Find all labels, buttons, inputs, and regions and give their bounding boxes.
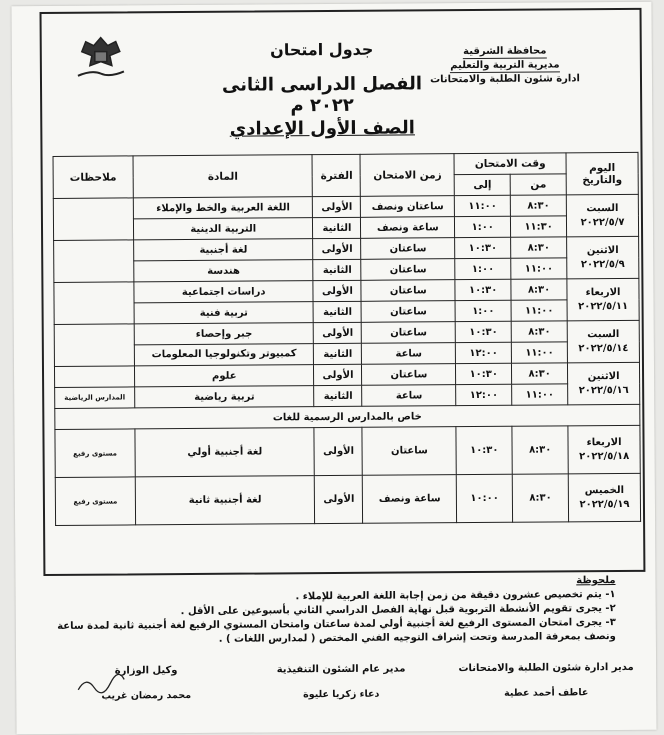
time-from: ٨:٣٠ [510, 195, 566, 216]
time-from: ٨:٣٠ [512, 474, 568, 522]
header-duration: زمن الامتحان [360, 154, 454, 197]
notes-cell [54, 324, 134, 367]
duration: ساعتان [361, 238, 455, 260]
period: الثانية [313, 217, 361, 238]
note-text: مستوى رفيع [55, 429, 135, 478]
period: الأولى [313, 238, 361, 259]
duration: ساعتان [362, 427, 456, 476]
subject: اللغة العربية والخط والإملاء [133, 197, 313, 219]
day-cell [567, 278, 639, 321]
exam-table [53, 152, 642, 526]
day-name: الخميس [584, 484, 625, 496]
signature-name: محمد رمضان غريب [101, 690, 192, 702]
time-from: ١١:٠٠ [511, 300, 567, 321]
notes-cell [54, 366, 134, 388]
subject: التربية الدينية [133, 218, 313, 240]
period: الأولى [314, 322, 362, 343]
header-from: من [510, 174, 566, 195]
duration: ساعتان [362, 322, 456, 344]
grade-title: الصف الأول الإعدادي [229, 117, 415, 140]
signature-title: مدير ادارة شئون الطلبة والامتحانات [458, 661, 634, 675]
exam-schedule-document [11, 2, 656, 734]
notes-cell [53, 198, 133, 241]
day-name: الاثنين [587, 370, 620, 382]
duration: ساعتان [361, 280, 455, 302]
signature-block [66, 665, 226, 702]
note-item: ٢- يجرى تقويم الأنشطة التربوية قبل نهاية الفصل الدراسي الثاني بأسبوعين على الأقل . [180, 603, 616, 618]
notes-heading: ملحوظة [576, 575, 616, 587]
time-from: ١١:٠٠ [511, 258, 567, 279]
day-name: الاربعاء [586, 436, 622, 448]
day-name: السبت [587, 328, 620, 340]
duration: ساعتان ونصف [361, 196, 455, 218]
time-from: ٨:٣٠ [511, 279, 567, 300]
department: ادارة شئون الطلبة والامتحانات [430, 73, 580, 86]
time-from: ١١:٠٠ [511, 342, 567, 363]
time-to: ١:٠٠ [455, 216, 511, 237]
time-from: ٨:٣٠ [511, 321, 567, 342]
period: الأولى [313, 196, 361, 217]
day-date: ٢٠٢٢/٥/١٤ [578, 342, 629, 354]
day-date: ٢٠٢٢/٥/٧ [580, 216, 625, 228]
subject: علوم [134, 365, 314, 387]
period: الأولى [314, 364, 362, 385]
day-date: ٢٠٢٢/٥/٩ [580, 258, 625, 270]
time-to: ١٠:٣٠ [456, 426, 512, 474]
header-day: اليوم والتاريخ [566, 152, 638, 195]
time-to: ١٠:٣٠ [455, 237, 511, 258]
time-to: ١٠:٣٠ [455, 279, 511, 300]
time-to: ١١:٠٠ [455, 195, 511, 216]
day-name: السبت [586, 202, 619, 214]
signatures [46, 662, 646, 726]
time-to: ١:٠٠ [455, 258, 511, 279]
period: الأولى [313, 280, 361, 301]
duration: ساعتان [362, 364, 456, 386]
period: الثانية [314, 301, 362, 322]
organization-header [430, 44, 580, 86]
day-name: الاثنين [586, 244, 619, 256]
handwritten-signature-icon [76, 673, 126, 695]
period: الأولى [314, 427, 362, 475]
signature-title: وكيل الوزارة [114, 665, 178, 677]
signature-name: عاطف أحمد عطية [504, 687, 589, 699]
notes-cell [54, 282, 134, 325]
subject: كمبيوتر وتكنولوجيا المعلومات [134, 344, 314, 366]
time-from: ٨:٣٠ [512, 426, 568, 474]
subject: تربية فنية [134, 302, 314, 324]
header-notes: ملاحظات [53, 156, 133, 199]
day-cell [567, 236, 639, 279]
header-subject: المادة [133, 155, 313, 198]
eagle-emblem-icon [72, 31, 130, 83]
time-to: ١:٠٠ [455, 300, 511, 321]
time-to: ١٠:٠٠ [457, 474, 513, 522]
time-from: ٨:٣٠ [511, 237, 567, 258]
time-to: ١٠:٣٠ [455, 321, 511, 342]
duration: ساعة ونصف [363, 475, 457, 524]
subject: لغة أجنبية ثانية [135, 476, 315, 525]
time-to: ١٠:٣٠ [456, 363, 512, 384]
subject: لغة أجنبية [134, 239, 314, 261]
day-date: ٢٠٢٢/٥/١٨ [579, 450, 630, 462]
day-cell [567, 320, 639, 363]
day-cell [568, 473, 640, 522]
period: الأولى [315, 475, 363, 523]
notes-cell [54, 240, 134, 283]
note-text: مستوى رفيع [55, 477, 135, 526]
day-date: ٢٠٢٢/٥/١١ [578, 300, 629, 312]
duration: ساعة [362, 343, 456, 365]
period: الثانية [313, 259, 361, 280]
time-from: ١١:٣٠ [511, 216, 567, 237]
subject: دراسات اجتماعية [134, 281, 314, 303]
header-to: إلى [454, 174, 510, 195]
note-item: ٣- يجرى امتحان المستوى الرفيع لغة أجنبية أولي لمدة ساعتان وامتحان المستوي الرفيع لغة أجنبية ثانية لمدة ساعة ونصف بمعرفة المدرسة وتحت إشراف التوجيه الفني المختص ( لمدارس اللغات ) . [57, 617, 616, 645]
governorate: محافظة الشرقية [463, 45, 547, 58]
note-text: المدارس الرياضية [55, 387, 135, 409]
day-date: ٢٠٢٢/٥/١٦ [578, 384, 629, 396]
day-cell [566, 194, 638, 237]
signature-title: مدير عام الشئون التنفيذية [276, 663, 406, 676]
subject: هندسة [134, 260, 314, 282]
special-section-title: خاص بالمدارس الرسمية للغات [55, 404, 640, 429]
period: الثانية [314, 385, 362, 406]
subject: لغة أجنبية أولي [135, 428, 315, 477]
time-from: ٨:٣٠ [512, 363, 568, 384]
day-cell [568, 425, 640, 474]
notes-section [25, 574, 615, 648]
signature-block [256, 663, 426, 700]
header-time: وقت الامتحان [454, 153, 566, 175]
duration: ساعتان [361, 301, 455, 323]
day-cell [568, 362, 640, 405]
duration: ساعة [362, 385, 456, 407]
document-title: جدول امتحان [270, 39, 374, 60]
day-date: ٢٠٢٢/٥/١٩ [579, 498, 630, 510]
term-title: الفصل الدراسى الثانى ٢٠٢٢ م [221, 73, 423, 117]
period: الثانية [314, 343, 362, 364]
subject: تربية رياضية [135, 386, 315, 408]
time-from: ١١:٠٠ [512, 384, 568, 405]
header-period: الفترة [312, 154, 360, 196]
time-to: ١٢:٠٠ [456, 342, 512, 363]
day-name: الاربعاء [585, 286, 621, 298]
duration: ساعتان [361, 259, 455, 281]
duration: ساعة ونصف [361, 217, 455, 239]
signature-block [446, 662, 646, 699]
note-item: ١- يتم تخصيص عشرون دقيقة من زمن إجابة اللغة العربية للإملاء . [295, 589, 616, 603]
time-to: ١٢:٠٠ [456, 384, 512, 405]
directorate: مديرية التربية والتعليم [450, 59, 560, 72]
signature-name: دعاء زكريا عليوة [303, 688, 380, 701]
subject: جبر وإحصاء [134, 323, 314, 345]
